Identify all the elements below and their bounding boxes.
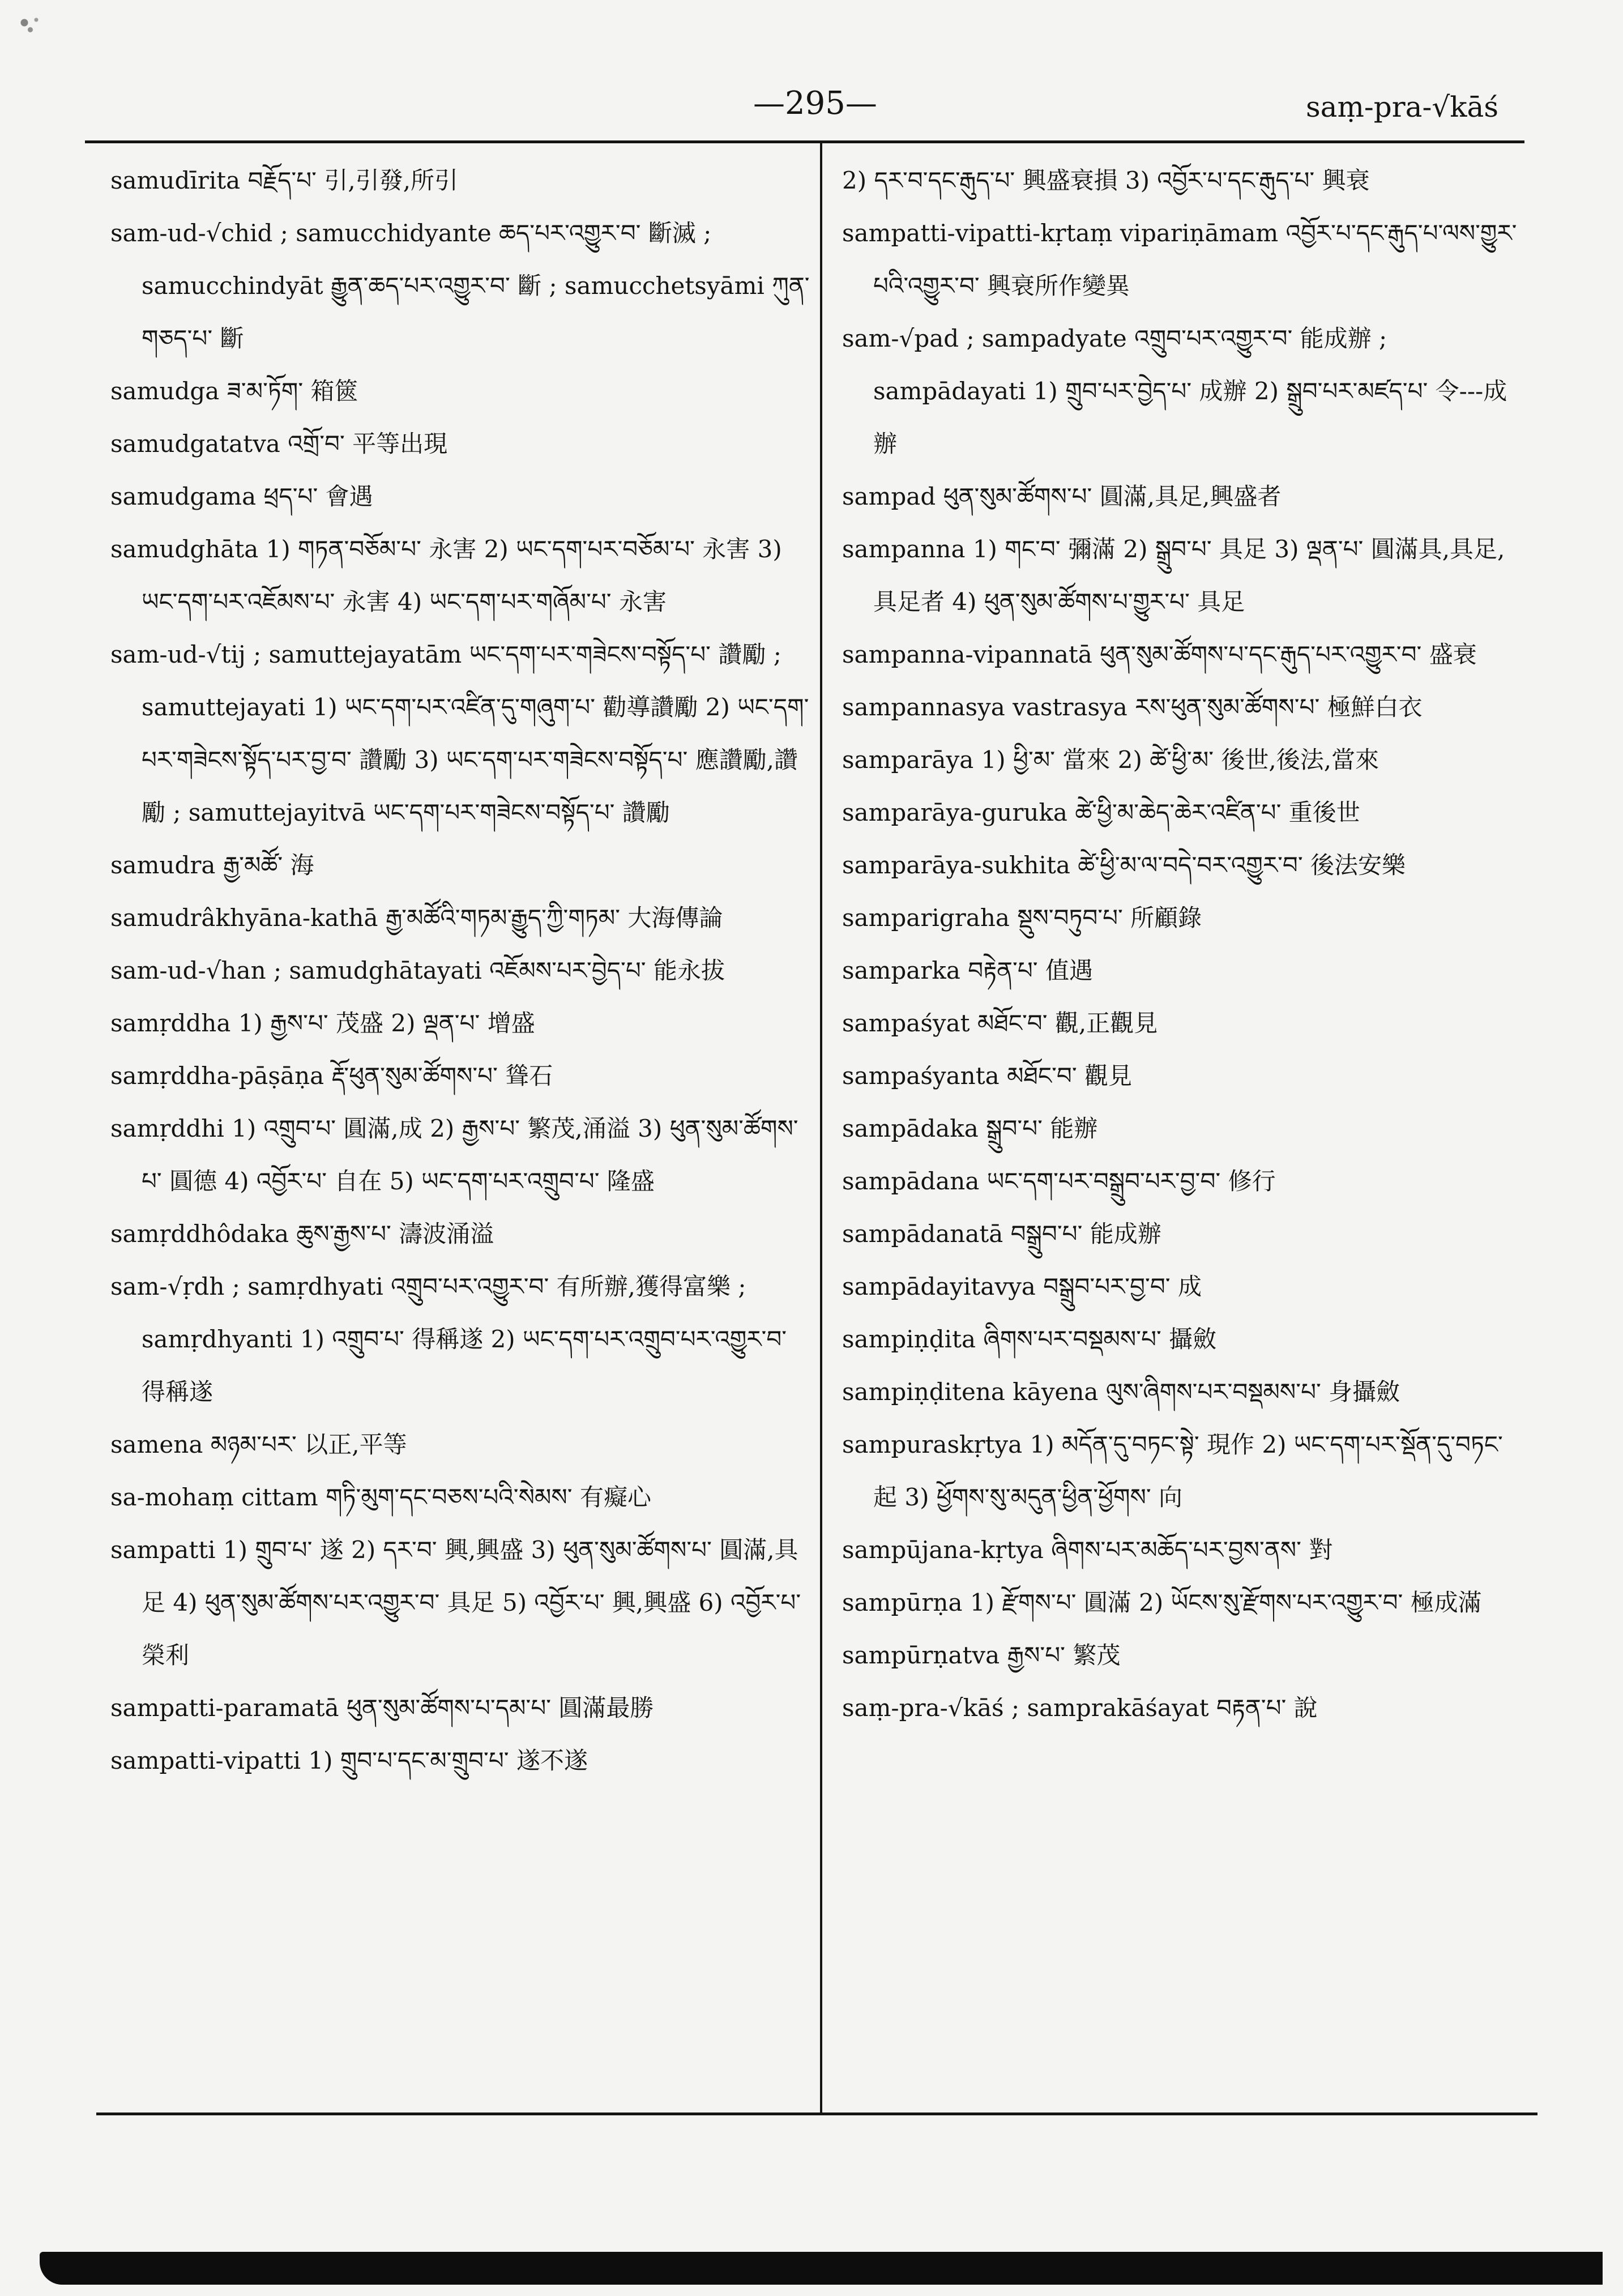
dict-entry: sampādaka སྒྲུབ་པ་ 能辦: [842, 1115, 1098, 1142]
dict-entry: samena མཉམ་པར་ 以正,平等: [110, 1431, 407, 1458]
scan-speck: [12, 11, 52, 40]
dict-entry: samparigraha སྡུས་བཏུབ་པ་ 所顧錄: [842, 904, 1202, 932]
running-head: saṃ-pra-√kāś: [1305, 91, 1498, 123]
dict-entry: sampādayitavya བསྒྲུབ་པར་བྱ་བ་ 成: [842, 1273, 1202, 1300]
bottom-rule: [96, 2113, 1537, 2115]
dict-entry: sampuraskṛtya 1) མདོན་དུ་བཏང་སྟེ་ 現作 2) ཡང་དག་པར་སྡོན་དུ་བཏང་ 起 3) ཕྱོགས་སུ་མདུན་ཕྱིན་ཕྱོགས་ 向: [842, 1431, 1503, 1511]
dict-entry: sampanna 1) གང་བ་ 彌滿 2) སྒྲུབ་པ་ 具足 3) ལྡན་པ་ 圓滿具,具足,具足者 4) ཕུན་སུམ་ཚོགས་པ་གྱུར་པ་ 具足: [842, 535, 1505, 616]
left-column: [110, 154, 813, 1787]
dict-entry: samudrâkhyāna-kathā རྒྱ་མཚོའི་གཏམ་རྒྱུད་ཀྱི་གཏམ་ 大海傳論: [110, 904, 723, 932]
dict-entry: samparāya-sukhita ཚེ་ཕྱི་མ་ལ་བདེ་བར་འགྱུར་བ་ 後法安樂: [842, 851, 1406, 879]
dict-entry: sampiṇḍitena kāyena ལུས་ཞིགས་པར་བསྡམས་པ་ 身攝斂: [842, 1378, 1400, 1406]
dict-entry: sampatti-vipatti 1) གྲུབ་པ་དང་མ་གྲུབ་པ་ 遂不遂: [110, 1747, 588, 1774]
dict-entry: sampatti 1) གྲུབ་པ་ 遂 2) དར་བ་ 興,興盛 3) ཕུན་སུམ་ཚོགས་པ་ 圓滿,具足 4) ཕུན་སུམ་ཚོགས་པར་འགྱུར་བ་ 具足 5) འབྱོར་པ་ 興,興盛 6) འབྱོར་པ་ 榮利: [110, 1536, 801, 1669]
dict-entry: samṛddha 1) རྒྱས་པ་ 茂盛 2) ལྡན་པ་ 增盛: [110, 1009, 535, 1037]
dict-entry: sampaśyat མཐོང་བ་ 觀,正觀見: [842, 1009, 1158, 1037]
dict-entry: sam-√ṛdh ; samṛdhyati འགྲུབ་པར་འགྱུར་བ་ 有所辦,獲得富樂 ; samṛdhyanti 1) འགྲུབ་པ་ 得稱遂 2) ཡང་དག་པར་འགྲུབ་པར་འགྱུར་བ་ 得稱遂: [110, 1273, 787, 1406]
dict-entry: sampanna-vipannatā ཕུན་སུམ་ཚོགས་པ་དང་རྒུད་པར་འགྱུར་བ་ 盛衰: [842, 641, 1477, 668]
dict-entry: samudra རྒྱ་མཚོ་ 海: [110, 851, 314, 879]
dict-entry: sampādanatā བསྒྲུབ་པ་ 能成辦: [842, 1220, 1161, 1248]
dict-entry: samudghāta 1) གཏན་བཅོམ་པ་ 永害 2) ཡང་དག་པར་བཅོམ་པ་ 永害 3) ཡང་དག་པར་འཇོམས་པ་ 永害 4) ཡང་དག་པར་གཞོམ་པ་ 永害: [110, 535, 782, 616]
column-divider: [820, 142, 822, 2113]
dict-entry: sam-ud-√han ; samudghātayati འཇོམས་པར་བྱེད་པ་ 能永拔: [110, 957, 725, 984]
dict-entry: sampatti-vipatti-kṛtaṃ vipariṇāmam འབྱོར་པ་དང་རྒུད་པ་ལས་གྱུར་པའི་འགྱུར་བ་ 興衰所作變異: [842, 219, 1517, 300]
dict-entry: sampannasya vastrasya རས་ཕུན་སུམ་ཚོགས་པ་ 極鮮白衣: [842, 693, 1423, 721]
dict-entry: sam-√pad ; sampadyate འགྲུབ་པར་འགྱུར་བ་ 能成辦 ; sampādayati 1) གྲུབ་པར་བྱེད་པ་ 成辦 2) སྒྲུབ་པར་མཛད་པ་ 令---成辦: [842, 325, 1507, 458]
dict-entry: samṛddhôdaka ཆུས་རྒྱས་པ་ 濤波涌溢: [110, 1220, 494, 1248]
dict-entry: sampādana ཡང་དག་པར་བསྒྲུབ་པར་བྱ་བ་ 修行: [842, 1167, 1276, 1195]
dict-entry: sam-ud-√chid ; samucchidyante ཆད་པར་འགྱུར་བ་ 斷滅 ; samucchindyāt རྒྱུན་ཆད་པར་འགྱུར་བ་ 斷 ; samucchetsyāmi ཀུན་གཅད་པ་ 斷: [110, 219, 810, 352]
dict-entry: sampaśyanta མཐོང་བ་ 觀見: [842, 1062, 1132, 1090]
right-column: [842, 154, 1522, 1734]
page-number: —295—: [753, 85, 877, 122]
dict-entry: samparka བརྟེན་པ་ 值遇: [842, 957, 1093, 984]
dict-entry: samudga ཟ་མ་ཏོག་ 箱篋: [110, 377, 358, 405]
dict-entry: samudgatatva འགྲོ་བ་ 平等出現: [110, 430, 448, 458]
dict-entry: sampad ཕུན་སུམ་ཚོགས་པ་ 圓滿,具足,興盛者: [842, 483, 1282, 510]
dict-entry: sam-ud-√tij ; samuttejayatām ཡང་དག་པར་གཟེངས་བསྟོད་པ་ 讚勵 ; samuttejayati 1) ཡང་དག་པར་འཛིན་དུ་གཞུག་པ་ 勸導讚勵 2) ཡང་དག་པར་གཟེངས་སྟོད་པར་བྱ་བ་ 讚勵 3) ཡང་དག་པར་གཟེངས་བསྟོད་པ་ 應讚勵,讚勵 ; samuttejayitvā ཡང་དག་པར་གཟེངས་བསྟོད་པ་ 讚勵: [110, 641, 809, 826]
top-rule: [85, 140, 1524, 143]
dict-entry: sampūjana-kṛtya ཞིགས་པར་མཆོད་པར་བྱས་ནས་ 對: [842, 1536, 1333, 1564]
dict-entry: sampatti-paramatā ཕུན་སུམ་ཚོགས་པ་དམ་པ་ 圓滿最勝: [110, 1694, 654, 1722]
dict-entry: sampūrṇatva རྒྱས་པ་ 繁茂: [842, 1641, 1121, 1669]
dict-entry: samparāya-guruka ཚེ་ཕྱི་མ་ཆེད་ཆེར་འཛིན་པ་ 重後世: [842, 799, 1360, 826]
dict-entry: samudgama ཕྲད་པ་ 會遇: [110, 483, 373, 510]
dict-entry: sa-mohaṃ cittam གཏི་མུག་དང་བཅས་པའི་སེམས་ 有癡心: [110, 1483, 651, 1511]
dict-entry: samparāya 1) ཕྱི་མ་ 當來 2) ཚེ་ཕྱི་མ་ 後世,後法,當來: [842, 746, 1379, 774]
dict-entry: samṛddha-pāṣāṇa རྡོ་ཕུན་སུམ་ཚོགས་པ་ 聳石: [110, 1062, 553, 1090]
dict-entry: samudīrita བརྗོད་པ་ 引,引發,所引: [110, 167, 459, 194]
dict-entry: 2) དར་བ་དང་རྒུད་པ་ 興盛衰損 3) འབྱོར་པ་དང་རྒུད་པ་ 興衰: [842, 167, 1370, 194]
dict-entry: sampūrṇa 1) རྫོགས་པ་ 圓滿 2) ཡོངས་སུ་རྫོགས་པར་འགྱུར་བ་ 極成滿: [842, 1589, 1482, 1616]
dict-entry: samṛddhi 1) འགྲུབ་པ་ 圓滿,成 2) རྒྱས་པ་ 繁茂,涌溢 3) ཕུན་སུམ་ཚོགས་པ་ 圓德 4) འབྱོར་པ་ 自在 5) ཡང་དག་པར་འགྲུབ་པ་ 隆盛: [110, 1115, 798, 1195]
dict-entry: saṃ-pra-√kāś ; samprakāśayat བརྟན་པ་ 說: [842, 1694, 1318, 1722]
scan-edge-band: [40, 2252, 1603, 2285]
dict-entry: sampiṇḍita ཞིགས་པར་བསྡམས་པ་ 攝斂: [842, 1325, 1217, 1353]
